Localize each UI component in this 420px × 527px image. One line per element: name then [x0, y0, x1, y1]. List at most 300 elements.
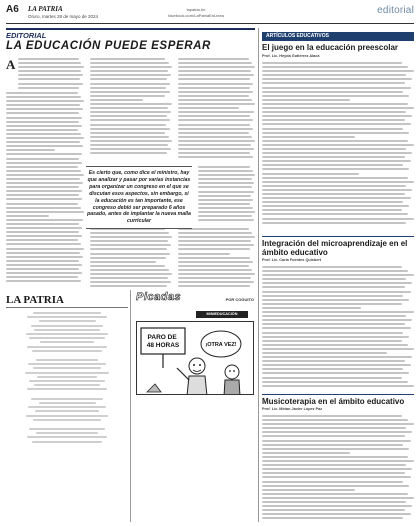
- text-line: [178, 261, 253, 263]
- issue-date: Oruro, martes 28 de mayo de 2024: [28, 14, 99, 19]
- staff-line: [34, 329, 100, 331]
- pull-quote: Es cierto que, como dice el ministro, hay que analizar y pasar por varias instancias para organizar un congreso en el que se discutan esos aspectos, sin embargo, si la educación es tan importante, ese congreso debió ser preparado 6 años pasado, antes de implantar la nueva malla curricular: [86, 166, 192, 229]
- text-line: [262, 456, 408, 458]
- text-line: [262, 299, 409, 301]
- text-line: [178, 232, 252, 234]
- text-line: [6, 178, 80, 180]
- text-line: [178, 103, 255, 105]
- text-line: [6, 174, 84, 176]
- text-line: [90, 136, 169, 138]
- text-line: [6, 149, 55, 151]
- staff-line: [33, 312, 101, 314]
- text-line: [262, 286, 405, 288]
- text-line: [262, 103, 408, 105]
- text-line: [6, 252, 80, 254]
- text-line: [6, 121, 79, 123]
- article-3-body: [262, 415, 414, 521]
- text-line: [262, 205, 409, 207]
- text-line: [6, 133, 81, 135]
- staff-line: [36, 432, 98, 434]
- text-line: [6, 153, 82, 155]
- text-line: [90, 107, 168, 109]
- articles-section-label: ARTÍCULOS EDUCATIVOS: [262, 32, 414, 41]
- text-line: [262, 123, 411, 125]
- text-line: [262, 344, 408, 346]
- text-line: [198, 215, 252, 217]
- text-line: [6, 219, 83, 221]
- staff-line: [34, 384, 100, 386]
- text-line: [178, 148, 254, 150]
- text-line: [262, 472, 405, 474]
- cartoon-drawing: [136, 321, 254, 395]
- text-line: [178, 253, 230, 255]
- editorial-col-1: [6, 92, 84, 284]
- text-line: [90, 70, 168, 72]
- text-line: [178, 140, 255, 142]
- text-line: [262, 209, 402, 211]
- text-line: [262, 295, 403, 297]
- text-line: [262, 66, 408, 68]
- text-line: [90, 152, 167, 154]
- text-line: [18, 83, 83, 85]
- text-line: [6, 186, 79, 188]
- text-line: [6, 260, 79, 262]
- staff-line: [28, 406, 106, 408]
- text-line: [90, 261, 156, 263]
- text-line: [198, 199, 253, 201]
- staff-line: [40, 341, 95, 343]
- text-line: [262, 74, 406, 76]
- text-line: [262, 460, 414, 462]
- text-line: [262, 87, 411, 89]
- text-line: [262, 489, 355, 491]
- text-line: [6, 215, 49, 217]
- text-line: [262, 168, 409, 170]
- text-line: [6, 112, 79, 114]
- staff-line: [25, 372, 109, 374]
- article-3-title[interactable]: Musicoterapia en el ámbito educativo: [262, 394, 414, 406]
- text-line: [6, 235, 82, 237]
- text-line: [262, 423, 414, 425]
- text-line: [262, 266, 402, 268]
- text-line: [18, 70, 81, 72]
- text-line: [178, 257, 250, 259]
- text-line: [90, 87, 166, 89]
- text-line: [198, 166, 250, 168]
- text-line: [90, 95, 165, 97]
- text-line: [178, 152, 250, 154]
- text-line: [90, 78, 167, 80]
- text-line: [6, 243, 81, 245]
- staff-line: [28, 363, 106, 365]
- text-line: [262, 311, 414, 313]
- text-line: [262, 136, 355, 138]
- text-line: [6, 166, 78, 168]
- text-line: [262, 303, 402, 305]
- editorial-col-3c: [178, 228, 255, 289]
- text-line: [6, 170, 81, 172]
- staff-line: [26, 333, 108, 335]
- text-line: [6, 162, 82, 164]
- text-line: [262, 119, 405, 121]
- text-line: [198, 219, 254, 221]
- editorial-col-1-top: [18, 58, 84, 91]
- text-line: [18, 58, 79, 60]
- text-line: [90, 115, 167, 117]
- editorial-col-2: [90, 58, 172, 156]
- text-line: [262, 201, 403, 203]
- text-line: [6, 280, 81, 282]
- facebook-link[interactable]: facebook.com/LaPatriaEnLinea: [168, 12, 224, 18]
- text-line: [6, 239, 78, 241]
- cartoon-illustration: [137, 322, 254, 395]
- text-line: [178, 244, 254, 246]
- text-line: [6, 190, 82, 192]
- text-line: [90, 66, 172, 68]
- staff-line: [39, 320, 96, 322]
- cartoon-header: [136, 291, 254, 306]
- text-line: [262, 193, 405, 195]
- text-line: [262, 348, 414, 350]
- text-line: [6, 158, 79, 160]
- staff-line: [27, 436, 107, 438]
- text-line: [6, 211, 84, 213]
- text-line: [198, 211, 255, 213]
- text-line: [178, 236, 255, 238]
- article-1-body: [262, 62, 414, 226]
- text-line: [6, 182, 83, 184]
- staff-line: [36, 359, 98, 361]
- text-line: [6, 248, 84, 250]
- text-line: [262, 336, 409, 338]
- text-line: [262, 368, 403, 370]
- text-line: [178, 95, 249, 97]
- website-link[interactable]: lapatria.bo: [186, 7, 206, 12]
- text-line: [262, 319, 412, 321]
- staff-line: [32, 350, 103, 352]
- text-line: [262, 372, 409, 374]
- article-2-title[interactable]: Integración del microaprendizaje en el ámbito educativo: [262, 236, 414, 257]
- article-1-byline: Prof. Lic. Heyda Gutiérrez Alaca: [262, 54, 320, 58]
- text-line: [262, 78, 412, 80]
- cartoon-logo: Picadas: [136, 291, 182, 303]
- text-line: [262, 185, 406, 187]
- text-line: [18, 74, 83, 76]
- text-line: [262, 62, 402, 64]
- editorial-dropcap: A: [6, 57, 16, 72]
- text-line: [6, 194, 79, 196]
- text-line: [6, 272, 82, 274]
- section-tag: editorial: [377, 5, 414, 16]
- text-line: [6, 264, 82, 266]
- text-line: [6, 276, 78, 278]
- text-line: [178, 83, 253, 85]
- text-line: [262, 315, 406, 317]
- text-line: [6, 223, 79, 225]
- text-line: [6, 117, 82, 119]
- text-line: [178, 111, 254, 113]
- text-line: [262, 111, 406, 113]
- text-line: [178, 285, 250, 287]
- text-line: [262, 385, 414, 387]
- text-line: [6, 108, 83, 110]
- text-line: [6, 198, 82, 200]
- text-line: [178, 119, 253, 121]
- text-line: [262, 164, 403, 166]
- text-line: [262, 513, 411, 515]
- text-line: [90, 232, 169, 234]
- text-line: [262, 485, 409, 487]
- text-line: [262, 468, 412, 470]
- text-line: [90, 257, 166, 259]
- staff-line: [32, 441, 103, 443]
- text-line: [90, 285, 167, 287]
- text-line: [262, 307, 361, 309]
- text-line: [262, 481, 403, 483]
- text-line: [262, 274, 414, 276]
- staff-line: [29, 337, 104, 339]
- text-line: [178, 74, 254, 76]
- text-line: [198, 178, 252, 180]
- cartoon-byline: POR COGUITO: [225, 297, 254, 302]
- text-line: [262, 148, 406, 150]
- text-line: [262, 144, 414, 146]
- text-line: [90, 148, 171, 150]
- text-line: [6, 227, 82, 229]
- text-line: [262, 327, 411, 329]
- text-line: [178, 87, 250, 89]
- staff-line: [27, 346, 107, 348]
- text-line: [178, 99, 252, 101]
- text-line: [90, 99, 143, 101]
- text-line: [178, 273, 255, 275]
- text-line: [262, 427, 406, 429]
- text-line: [262, 464, 406, 466]
- text-line: [6, 145, 83, 147]
- staff-line: [27, 316, 107, 318]
- text-line: [90, 111, 171, 113]
- text-line: [198, 182, 254, 184]
- text-line: [262, 128, 403, 130]
- staff-line: [29, 428, 104, 430]
- article-1-title[interactable]: El juego en la educación preescolar: [262, 43, 399, 52]
- text-line: [90, 273, 172, 275]
- text-line: [178, 91, 253, 93]
- text-line: [262, 440, 411, 442]
- text-line: [90, 244, 171, 246]
- staff-line: [31, 398, 104, 400]
- text-line: [262, 381, 408, 383]
- text-line: [6, 129, 78, 131]
- text-line: [262, 213, 408, 215]
- text-line: [90, 132, 165, 134]
- text-line: [262, 364, 411, 366]
- text-line: [90, 277, 168, 279]
- staff-box: [10, 312, 124, 445]
- column-divider: [258, 28, 259, 522]
- text-line: [90, 240, 168, 242]
- text-line: [18, 62, 81, 64]
- text-line: [262, 189, 412, 191]
- text-line: [178, 265, 249, 267]
- text-line: [262, 140, 408, 142]
- brand-name: LA PATRIA: [28, 5, 63, 13]
- text-line: [262, 431, 412, 433]
- text-line: [262, 282, 412, 284]
- text-line: [6, 141, 80, 143]
- text-line: [6, 268, 79, 270]
- text-line: [6, 207, 81, 209]
- text-line: [262, 377, 402, 379]
- text-line: [178, 58, 249, 60]
- text-line: [262, 352, 387, 354]
- text-line: [90, 83, 170, 85]
- text-line: [262, 197, 411, 199]
- text-line: [6, 104, 80, 106]
- text-line: [90, 74, 171, 76]
- text-line: [90, 128, 170, 130]
- text-line: [262, 517, 403, 519]
- text-line: [6, 92, 78, 94]
- text-line: [262, 99, 350, 101]
- text-line: [262, 435, 405, 437]
- sign-board-icon: [141, 328, 185, 354]
- text-line: [262, 419, 408, 421]
- text-line: [178, 144, 251, 146]
- text-line: [178, 136, 252, 138]
- staff-line: [33, 419, 101, 421]
- text-line: [6, 231, 79, 233]
- text-line: [262, 505, 412, 507]
- staff-line: [33, 367, 101, 369]
- text-line: [6, 203, 78, 205]
- text-line: [178, 70, 251, 72]
- staff-line: [39, 402, 96, 404]
- text-line: [198, 174, 255, 176]
- text-line: [90, 269, 169, 271]
- editorial-label: EDITORIAL: [6, 28, 255, 40]
- text-line: [262, 107, 414, 109]
- staff-line: [37, 376, 96, 378]
- text-line: [262, 356, 412, 358]
- text-line: [198, 170, 253, 172]
- staff-line: [29, 380, 104, 382]
- page-number: A6: [6, 4, 19, 15]
- text-line: [262, 360, 405, 362]
- text-line: [262, 177, 408, 179]
- column-divider: [130, 290, 131, 522]
- text-line: [90, 119, 170, 121]
- staff-line: [31, 325, 104, 327]
- text-line: [262, 222, 406, 224]
- text-line: [18, 78, 80, 80]
- text-line: [262, 509, 405, 511]
- article-3-byline: Prof. Lic. Mirian Javier López Paz: [262, 407, 323, 411]
- text-line: [262, 270, 408, 272]
- sign-text: PARO DE 48 HORAS: [146, 334, 180, 349]
- text-line: [262, 415, 402, 417]
- text-line: [90, 62, 169, 64]
- text-line: [198, 186, 252, 188]
- text-line: [198, 191, 254, 193]
- text-line: [262, 95, 409, 97]
- text-line: [178, 281, 254, 283]
- text-line: [262, 497, 414, 499]
- text-line: [262, 181, 414, 183]
- text-line: [262, 115, 412, 117]
- text-line: [262, 132, 409, 134]
- text-line: [6, 256, 83, 258]
- text-line: [90, 265, 165, 267]
- staff-line: [26, 415, 108, 417]
- text-line: [262, 501, 406, 503]
- speech-bubble-text: ¡OTRA VEZ!: [205, 342, 237, 348]
- text-line: [262, 448, 409, 450]
- article-2-body: [262, 266, 414, 389]
- text-line: [178, 156, 253, 158]
- text-line: [90, 144, 168, 146]
- text-line: [90, 91, 170, 93]
- text-line: [198, 203, 250, 205]
- text-line: [262, 218, 414, 220]
- text-line: [178, 78, 250, 80]
- text-line: [6, 100, 84, 102]
- article-2-byline: Prof. Lic. Carla Fuentes Quisbert: [262, 258, 322, 262]
- text-line: [178, 66, 255, 68]
- text-line: [18, 87, 79, 89]
- text-line: [262, 444, 403, 446]
- text-line: [6, 96, 81, 98]
- text-line: [262, 332, 403, 334]
- text-line: [198, 207, 253, 209]
- text-line: [262, 493, 408, 495]
- text-line: [178, 115, 250, 117]
- text-line: [262, 278, 406, 280]
- text-line: [262, 340, 402, 342]
- staff-line: [35, 410, 99, 412]
- text-line: [262, 452, 350, 454]
- text-line: [262, 82, 405, 84]
- text-line: [262, 152, 412, 154]
- text-line: [90, 253, 170, 255]
- text-line: [262, 291, 411, 293]
- text-line: [178, 107, 239, 109]
- text-line: [178, 277, 251, 279]
- text-line: [262, 160, 411, 162]
- editorial-col-3b: [198, 166, 255, 223]
- text-line: [178, 124, 250, 126]
- page-header: [6, 4, 414, 24]
- text-line: [90, 140, 172, 142]
- text-line: [18, 66, 84, 68]
- text-line: [178, 240, 251, 242]
- text-line: [262, 70, 414, 72]
- text-line: [262, 156, 405, 158]
- text-line: [178, 248, 250, 250]
- masthead-title: LA PATRIA: [6, 294, 128, 308]
- text-line: [90, 58, 165, 60]
- text-line: [262, 323, 405, 325]
- text-line: [262, 173, 359, 175]
- text-line: [198, 195, 251, 197]
- text-line: [90, 103, 172, 105]
- text-line: [178, 269, 252, 271]
- text-line: [90, 248, 167, 250]
- text-line: [6, 125, 82, 127]
- text-line: [90, 236, 172, 238]
- text-line: [90, 124, 166, 126]
- text-line: [178, 128, 253, 130]
